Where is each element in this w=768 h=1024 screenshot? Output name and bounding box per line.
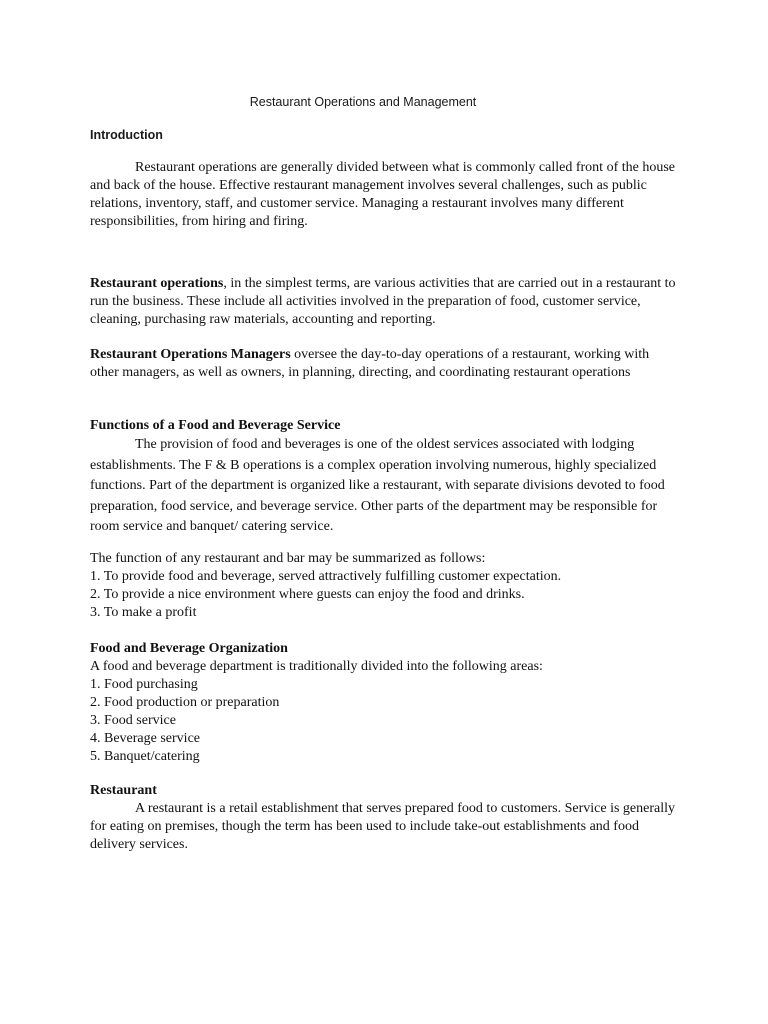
list-item: 3. Food service xyxy=(90,713,176,728)
list-item: 2. Food production or preparation xyxy=(90,695,280,710)
list-item: 3. To make a profit xyxy=(90,605,197,620)
operations-paragraph xyxy=(90,275,680,329)
managers-term: Restaurant Operations Managers xyxy=(90,347,291,362)
list-item: 1. Food purchasing xyxy=(90,677,198,692)
organization-heading: Food and Beverage Organization xyxy=(90,641,288,656)
introduction-paragraph: Restaurant operations are generally divided between what is commonly called front of the house and back of the house. Effective restaurant management involves several challenges, such as public relations, inventory, staff, and customer service. Managing a restaurant involves many different responsibilities, from hiring and firing. xyxy=(90,160,675,229)
organization-list xyxy=(90,658,680,766)
functions-paragraph: The provision of food and beverages is one of the oldest services associated with lodging establishments. The F & B operations is a complex operation involving numerous, highly specialized functions. Part of the department is organized like a restaurant, with separate divisions devoted to food preparation, food service, and beverage service. Other parts of the department may be responsible for room service and banquet/ catering service. xyxy=(90,437,665,534)
operations-text: , in the simplest terms, are various activities that are carried out in a restaurant to run the business. These include all activities involved in the preparation of food, customer service, cleaning, purchasing raw materials, accounting and reporting. xyxy=(90,276,676,327)
list-item: 5. Banquet/catering xyxy=(90,749,200,764)
organization-list-intro: A food and beverage department is traditionally divided into the following areas: xyxy=(90,659,543,674)
list-item: 4. Beverage service xyxy=(90,731,200,746)
functions-heading: Functions of a Food and Beverage Service xyxy=(90,418,341,433)
restaurant-paragraph: A restaurant is a retail establishment that serves prepared food to customers. Service is generally for eating on premises, though the term has been used to include take-out establishments and food delivery services. xyxy=(90,801,675,852)
list-item: 2. To provide a nice environment where guests can enjoy the food and drinks. xyxy=(90,587,525,602)
restaurant-heading: Restaurant xyxy=(90,783,157,798)
introduction-heading: Introduction xyxy=(90,128,163,142)
functions-list-intro: The function of any restaurant and bar may be summarized as follows: xyxy=(90,551,486,566)
document-title: Restaurant Operations and Management xyxy=(249,95,477,109)
managers-paragraph xyxy=(90,346,680,382)
functions-list xyxy=(90,550,680,622)
managers-text: oversee the day-to-day operations of a restaurant, working with other managers, as well as owners, in planning, directing, and coordinating restaurant operations xyxy=(90,347,650,380)
list-item: 1. To provide food and beverage, served attractively fulfilling customer expectation. xyxy=(90,569,562,584)
operations-term: Restaurant operations xyxy=(90,276,224,291)
